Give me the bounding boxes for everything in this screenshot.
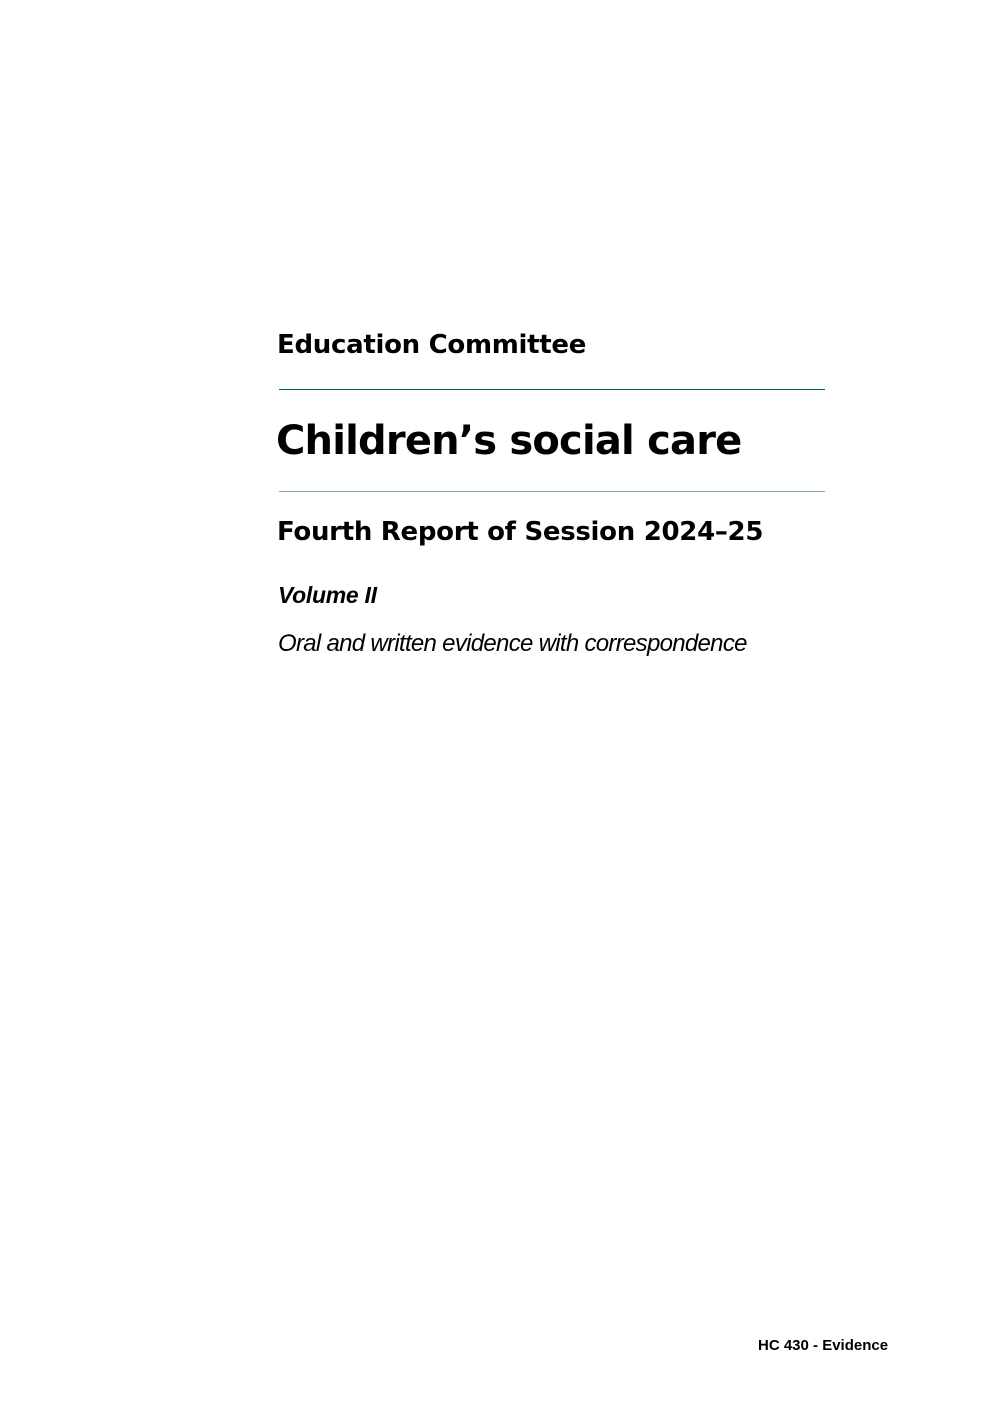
hc-number-footer: HC 430 - Evidence bbox=[758, 1337, 889, 1354]
divider-top bbox=[279, 389, 825, 390]
volume-subtitle: Oral and written evidence with correspondence bbox=[278, 630, 747, 657]
report-title: Children’s social care bbox=[276, 418, 742, 464]
committee-name: Education Committee bbox=[277, 330, 587, 360]
session-heading: Fourth Report of Session 2024–25 bbox=[277, 517, 764, 547]
volume-label: Volume II bbox=[278, 582, 377, 608]
divider-bottom bbox=[279, 491, 825, 492]
